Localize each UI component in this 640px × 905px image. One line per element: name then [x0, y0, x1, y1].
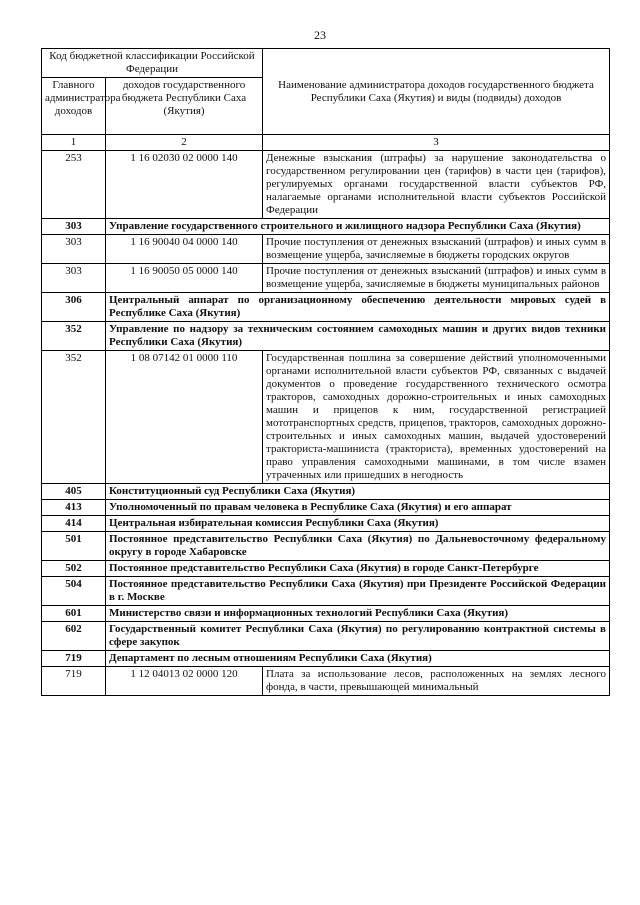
- table-row: [42, 606, 610, 622]
- administrator-name-cell: Министерство связи и информационных технологий Республики Саха (Якутия): [106, 606, 610, 622]
- administrator-name-cell: Конституционный суд Республики Саха (Якутия): [106, 484, 610, 500]
- header-revenue-code-column: доходов государственного бюджета Республики Саха (Якутия): [106, 78, 263, 135]
- page-number: 23: [314, 28, 326, 42]
- admin-code-cell: 303: [42, 235, 106, 264]
- revenue-description-cell: Государственная пошлина за совершение действий уполномоченными органами исполнительной власти субъектов РФ, связанных с выдачей документов о проведение государственного технического осмотра тракторов, самоходных дорожно-строительных и иных самоходных машин и прицепов к ним, государственной регистрацией мототранспортных средств, прицепов, тракторов, самоходных дорожно-строительных и иных самоходных машин, выдачей удостоверений тракториста-машиниста (тракториста), временных удостоверений на право управления самоходными машинами, в том числе взамен утраченных или пришедших в негодность: [263, 351, 610, 484]
- revenue-code-cell: 1 08 07142 01 0000 110: [106, 351, 263, 484]
- table-row: [42, 235, 610, 264]
- administrator-name-cell: Постоянное представительство Республики Саха (Якутия) по Дальневосточному федеральному округу в городе Хабаровске: [106, 532, 610, 561]
- admin-code-cell: 405: [42, 484, 106, 500]
- admin-code-cell: 602: [42, 622, 106, 651]
- table-row: [42, 561, 610, 577]
- admin-code-cell: 303: [42, 219, 106, 235]
- administrator-name-cell: Центральная избирательная комиссия Республики Саха (Якутия): [106, 516, 610, 532]
- administrator-name-cell: Центральный аппарат по организационному обеспечению деятельности мировых судей в Республике Саха (Якутия): [106, 293, 610, 322]
- header-num-1: 1: [42, 135, 106, 151]
- header-code-group: Код бюджетной классификации Российской Федерации: [42, 49, 263, 78]
- table-row: [42, 577, 610, 606]
- administrator-name-cell: Департамент по лесным отношениям Республики Саха (Якутия): [106, 651, 610, 667]
- header-name-column: Наименование администратора доходов государственного бюджета Республики Саха (Якутия) и виды (подвиды) доходов: [263, 49, 610, 135]
- table-row: [42, 264, 610, 293]
- table-row: [42, 351, 610, 484]
- administrator-name-cell: Государственный комитет Республики Саха (Якутия) по регулированию контрактной системы в сфере закупок: [106, 622, 610, 651]
- revenue-description-cell: Прочие поступления от денежных взысканий (штрафов) и иных сумм в возмещение ущерба, зачисляемые в бюджеты муниципальных районов: [263, 264, 610, 293]
- admin-code-cell: 501: [42, 532, 106, 561]
- table-row: [42, 500, 610, 516]
- revenue-code-cell: 1 16 90050 05 0000 140: [106, 264, 263, 293]
- revenue-description-cell: Прочие поступления от денежных взысканий (штрафов) и иных сумм в возмещение ущерба, зачисляемые в бюджеты городских округов: [263, 235, 610, 264]
- admin-code-cell: 303: [42, 264, 106, 293]
- table-row: [42, 532, 610, 561]
- header-num-2: 2: [106, 135, 263, 151]
- table-row: [42, 151, 610, 219]
- table-row: [42, 484, 610, 500]
- revenue-description-cell: Плата за использование лесов, расположенных на землях лесного фонда, в части, превышающей минимальный: [263, 667, 610, 696]
- revenue-code-cell: 1 16 02030 02 0000 140: [106, 151, 263, 219]
- admin-code-cell: 719: [42, 667, 106, 696]
- table-row: [42, 293, 610, 322]
- table-row: [42, 322, 610, 351]
- administrator-name-cell: Управление по надзору за техническим состоянием самоходных машин и других видов техники Республики Саха (Якутия): [106, 322, 610, 351]
- table-row: [42, 651, 610, 667]
- administrator-name-cell: Постоянное представительство Республики Саха (Якутия) при Президенте Российской Федерации в г. Москве: [106, 577, 610, 606]
- revenue-description-cell: Денежные взыскания (штрафы) за нарушение законодательства о государственном регулировании цен (тарифов) в части цен (тарифов), регулируемых органами государственной власти субъектов РФ, налагаемые органами исполнительной власти субъектов Российской Федерации: [263, 151, 610, 219]
- revenue-table: [41, 48, 610, 696]
- table-row: [42, 622, 610, 651]
- administrator-name-cell: Постоянное представительство Республики Саха (Якутия) в городе Санкт-Петербурге: [106, 561, 610, 577]
- revenue-code-cell: 1 16 90040 04 0000 140: [106, 235, 263, 264]
- administrator-name-cell: Управление государственного строительного и жилищного надзора Республики Саха (Якутия): [106, 219, 610, 235]
- admin-code-cell: 504: [42, 577, 106, 606]
- admin-code-cell: 414: [42, 516, 106, 532]
- admin-code-cell: 601: [42, 606, 106, 622]
- admin-code-cell: 413: [42, 500, 106, 516]
- admin-code-cell: 253: [42, 151, 106, 219]
- admin-code-cell: 719: [42, 651, 106, 667]
- table-row: [42, 516, 610, 532]
- admin-code-cell: 352: [42, 322, 106, 351]
- table-row: [42, 219, 610, 235]
- header-num-3: 3: [263, 135, 610, 151]
- header-row-1: [42, 49, 610, 78]
- revenue-code-cell: 1 12 04013 02 0000 120: [106, 667, 263, 696]
- admin-code-cell: 352: [42, 351, 106, 484]
- admin-code-cell: 306: [42, 293, 106, 322]
- header-numbers-row: [42, 135, 610, 151]
- header-admin-column: Главного администратора доходов: [42, 78, 106, 135]
- table-row: [42, 667, 610, 696]
- admin-code-cell: 502: [42, 561, 106, 577]
- administrator-name-cell: Уполномоченный по правам человека в Республике Саха (Якутия) и его аппарат: [106, 500, 610, 516]
